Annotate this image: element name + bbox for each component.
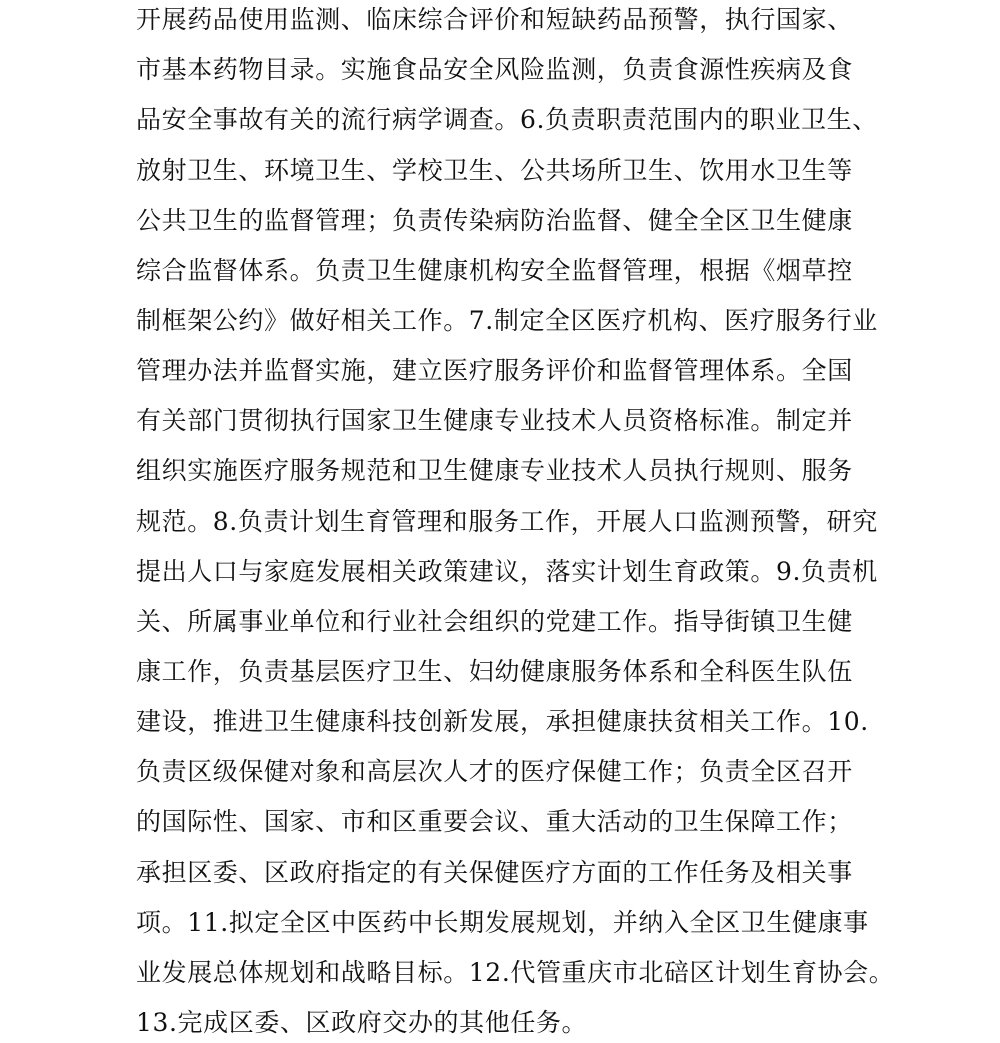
paragraph-line: 综合监督体系。负责卫生健康机构安全监督管理，根据《烟草控 <box>136 256 853 285</box>
paragraph-line: 业发展总体规划和战略目标。12.代管重庆市北碚区计划生育协会。 <box>136 958 895 987</box>
paragraph-line: 负责区级保健对象和高层次人才的医疗保健工作；负责全区召开 <box>136 757 853 786</box>
paragraph-line: 的国际性、国家、市和区重要会议、重大活动的卫生保障工作； <box>136 807 853 836</box>
paragraph-line: 项。11.拟定全区中医药中长期发展规划，并纳入全区卫生健康事 <box>136 908 869 937</box>
paragraph-line: 品安全事故有关的流行病学调查。6.负责职责范围内的职业卫生、 <box>136 105 878 134</box>
paragraph-line: 规范。8.负责计划生育管理和服务工作，开展人口监测预警，研究 <box>136 507 878 536</box>
paragraph-line: 制框架公约》做好相关工作。7.制定全区医疗机构、医疗服务行业 <box>136 306 878 335</box>
paragraph-line: 组织实施医疗服务规范和卫生健康专业技术人员执行规则、服务 <box>136 456 853 485</box>
paragraph-line: 建设，推进卫生健康科技创新发展，承担健康扶贫相关工作。10. <box>136 707 869 736</box>
paragraph-line: 有关部门贯彻执行国家卫生健康专业技术人员资格标准。制定并 <box>136 406 853 435</box>
paragraph-line: 承担区委、区政府指定的有关保健医疗方面的工作任务及相关事 <box>136 858 853 887</box>
paragraph-line: 关、所属事业单位和行业社会组织的党建工作。指导街镇卫生健 <box>136 607 853 636</box>
paragraph-line: 开展药品使用监测、临床综合评价和短缺药品预警，执行国家、 <box>136 5 853 34</box>
paragraph-line: 13.完成区委、区政府交办的其他任务。 <box>136 1008 588 1037</box>
paragraph-line: 放射卫生、环境卫生、学校卫生、公共场所卫生、饮用水卫生等 <box>136 156 853 185</box>
paragraph-line: 康工作，负责基层医疗卫生、妇幼健康服务体系和全科医生队伍 <box>136 657 853 686</box>
paragraph-line: 公共卫生的监督管理；负责传染病防治监督、健全全区卫生健康 <box>136 206 853 235</box>
paragraph-line: 提出人口与家庭发展相关政策建议，落实计划生育政策。9.负责机 <box>136 557 878 586</box>
paragraph-line: 管理办法并监督实施，建立医疗服务评价和监督管理体系。全国 <box>136 356 853 385</box>
paragraph-line: 市基本药物目录。实施食品安全风险监测，负责食源性疾病及食 <box>136 55 853 84</box>
